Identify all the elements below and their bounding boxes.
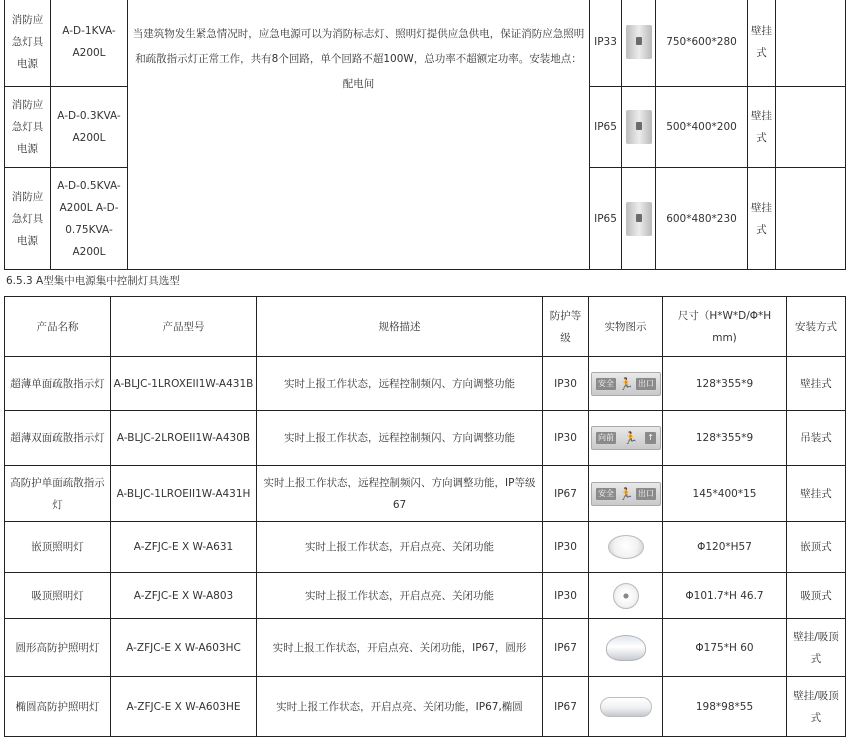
protection-level: IP67 (543, 466, 589, 522)
protection-level: IP33 (590, 0, 622, 87)
table-row (5, 411, 846, 466)
product-image (622, 168, 656, 270)
product-size: 750*600*280 (656, 0, 748, 87)
install-method: 壁挂式 (787, 357, 846, 411)
table-row (5, 466, 846, 522)
header-name: 产品名称 (5, 297, 111, 357)
protection-level: IP30 (543, 522, 589, 573)
header-image: 实物图示 (589, 297, 663, 357)
install-method: 壁挂式 (748, 87, 776, 168)
protection-level: IP65 (590, 87, 622, 168)
install-method: 壁挂/吸顶式 (787, 677, 846, 737)
protection-level: IP30 (543, 357, 589, 411)
product-model: A-BLJC-1LROXEII1W-A431B (111, 357, 257, 411)
product-name: 消防应急灯具电源 (5, 0, 51, 87)
running-man-icon: 🏃 (618, 486, 634, 501)
install-method: 壁挂式 (748, 0, 776, 87)
product-name: 超薄双面疏散指示灯 (5, 411, 111, 466)
recessed-lamp-icon (608, 535, 644, 559)
install-method: 吸顶式 (787, 573, 846, 619)
protection-level: IP30 (543, 573, 589, 619)
product-size: 600*480*230 (656, 168, 748, 270)
product-model: A-BLJC-2LROEII1W-A430B (111, 411, 257, 466)
empty-cell (776, 87, 846, 168)
product-model: A-D-0.3KVA-A200L (51, 87, 128, 168)
product-name: 椭圆高防护照明灯 (5, 677, 111, 737)
product-size: 500*400*200 (656, 87, 748, 168)
table-row (5, 573, 846, 619)
product-description: 当建筑物发生紧急情况时，应急电源可以为消防标志灯、照明灯提供应急供电，保证消防应急照明和疏散指示灯正常工作，共有8个回路，单个回路不超100W，总功率不超额定功率。安装地点：配电间 (128, 0, 590, 270)
install-method: 壁挂式 (787, 466, 846, 522)
product-model: A-D-1KVA-A200L (51, 0, 128, 87)
exit-sign-icon: 安全 🏃 出口 (591, 482, 661, 506)
cabinet-icon (626, 202, 652, 236)
table-row (5, 619, 846, 677)
protection-level: IP67 (543, 677, 589, 737)
protection-level: IP67 (543, 619, 589, 677)
table-row (5, 0, 846, 87)
table-row (5, 357, 846, 411)
direction-sign-icon: 向前 🏃 ↑ (591, 426, 661, 450)
product-size: 128*355*9 (663, 357, 787, 411)
table-row (5, 522, 846, 573)
power-supply-table (4, 0, 846, 270)
product-size: Φ120*H57 (663, 522, 787, 573)
product-size: 198*98*55 (663, 677, 787, 737)
product-name: 消防应急灯具电源 (5, 87, 51, 168)
product-spec: 实时上报工作状态，远程控制频闪、方向调整功能 (257, 411, 543, 466)
install-method: 壁挂式 (748, 168, 776, 270)
product-spec: 实时上报工作状态，开启点亮、关闭功能，IP67，圆形 (257, 619, 543, 677)
lamp-selection-table (4, 296, 846, 737)
product-name: 嵌顶照明灯 (5, 522, 111, 573)
protection-level: IP30 (543, 411, 589, 466)
product-image (589, 466, 663, 522)
product-image (589, 677, 663, 737)
product-size: Φ175*H 60 (663, 619, 787, 677)
product-spec: 实时上报工作状态，开启点亮、关闭功能 (257, 573, 543, 619)
product-spec: 实时上报工作状态，开启点亮、关闭功能，IP67,椭圆 (257, 677, 543, 737)
header-model: 产品型号 (111, 297, 257, 357)
product-image (589, 411, 663, 466)
header-spec: 规格描述 (257, 297, 543, 357)
product-image (589, 522, 663, 573)
cabinet-icon (626, 110, 652, 144)
product-image (589, 619, 663, 677)
product-name: 吸顶照明灯 (5, 573, 111, 619)
empty-cell (776, 0, 846, 87)
header-install: 安装方式 (787, 297, 846, 357)
product-spec: 实时上报工作状态，开启点亮、关闭功能 (257, 522, 543, 573)
install-method: 壁挂/吸顶式 (787, 619, 846, 677)
protection-level: IP65 (590, 168, 622, 270)
product-size: 145*400*15 (663, 466, 787, 522)
product-model: A-D-0.5KVA-A200L A-D-0.75KVA-A200L (51, 168, 128, 270)
header-size: 尺寸（H*W*D/Φ*H mm) (663, 297, 787, 357)
product-image (622, 0, 656, 87)
table-row (5, 677, 846, 737)
product-size: 128*355*9 (663, 411, 787, 466)
section-title: 6.5.3 A型集中电源集中控制灯具选型 (6, 275, 180, 287)
header-row (5, 297, 846, 357)
product-spec: 实时上报工作状态，远程控制频闪、方向调整功能，IP等级67 (257, 466, 543, 522)
product-model: A-ZFJC-E X W-A603HC (111, 619, 257, 677)
round-dome-lamp-icon (606, 635, 646, 661)
product-image (589, 573, 663, 619)
product-model: A-ZFJC-E X W-A603HE (111, 677, 257, 737)
product-name: 消防应急灯具电源 (5, 168, 51, 270)
product-name: 圆形高防护照明灯 (5, 619, 111, 677)
product-name: 超薄单面疏散指示灯 (5, 357, 111, 411)
product-name: 高防护单面疏散指示灯 (5, 466, 111, 522)
product-model: A-ZFJC-E X W-A631 (111, 522, 257, 573)
header-ip: 防护等级 (543, 297, 589, 357)
ceiling-lamp-icon (613, 583, 639, 609)
exit-sign-icon: 安全 🏃 出口 (591, 372, 661, 396)
running-man-icon: 🏃 (623, 431, 639, 445)
product-spec: 实时上报工作状态，远程控制频闪、方向调整功能 (257, 357, 543, 411)
product-size: Φ101.7*H 46.7 (663, 573, 787, 619)
empty-cell (776, 168, 846, 270)
product-model: A-ZFJC-E X W-A803 (111, 573, 257, 619)
product-model: A-BLJC-1LROEII1W-A431H (111, 466, 257, 522)
running-man-icon: 🏃 (618, 376, 634, 391)
oval-lamp-icon (600, 697, 652, 717)
install-method: 嵌顶式 (787, 522, 846, 573)
product-image (622, 87, 656, 168)
install-method: 吊装式 (787, 411, 846, 466)
product-image (589, 357, 663, 411)
cabinet-icon (626, 25, 652, 59)
